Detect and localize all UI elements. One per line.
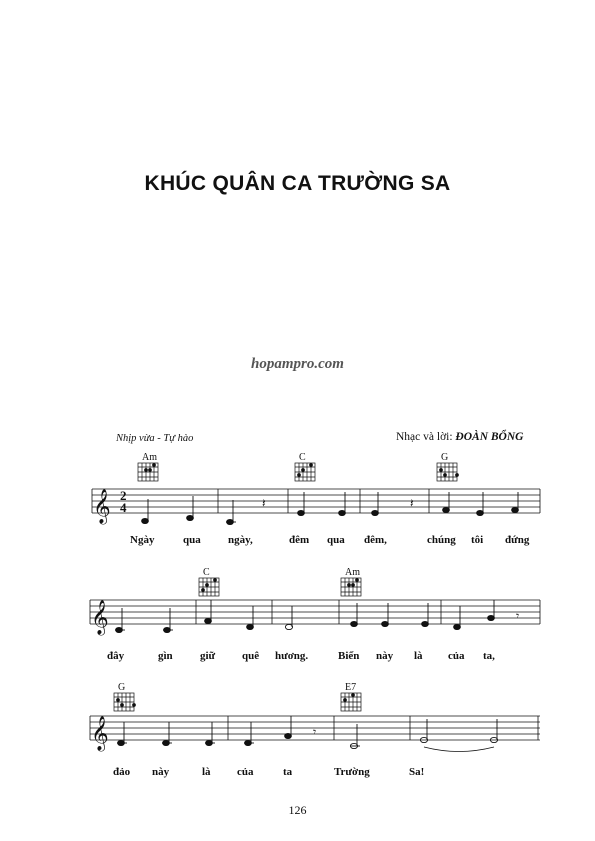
lyric-word: gìn: [158, 650, 173, 662]
chord-diagram-g-2: [114, 693, 136, 711]
lyric-word: ta: [283, 766, 293, 778]
chord-am-2: Am: [345, 567, 360, 578]
notes-staff-3: [117, 716, 498, 749]
lyric-word: Trường: [334, 766, 370, 778]
lyric-word: quê: [242, 650, 260, 662]
chord-e7: E7: [345, 682, 357, 693]
lyric-word: hương.: [275, 650, 309, 662]
lyric-word: là: [414, 650, 423, 662]
lyric-word: đêm: [289, 534, 310, 546]
chord-diagram-c-2: [199, 578, 219, 596]
chord-c-2: C: [203, 567, 210, 578]
chord-diagram-am-1: [138, 463, 158, 481]
chord-g-1: G: [441, 452, 449, 463]
song-title: KHÚC QUÂN CA TRƯỜNG SA: [144, 172, 451, 195]
chord-diagram-e7: [341, 693, 361, 711]
chord-diagram-am-2: [341, 578, 361, 596]
lyric-word: qua: [183, 534, 201, 546]
chord-c-1: C: [299, 452, 306, 463]
lyric-word: qua: [327, 534, 345, 546]
lyric-word: đứng: [505, 534, 530, 546]
notes-staff-1: [142, 492, 519, 525]
tie-icon: [424, 747, 494, 752]
rest-icon: 𝄽: [410, 496, 414, 510]
lyric-word: đây: [107, 650, 125, 662]
lyric-word: Biển: [338, 650, 360, 662]
chord-diagrams: [114, 463, 459, 711]
lyric-word: của: [237, 766, 254, 778]
notes-staff-2: [115, 600, 494, 633]
lyric-word: chúng: [427, 534, 456, 546]
tempo-marking: Nhịp vừa - Tự hào: [116, 433, 194, 444]
lyric-word: đêm,: [364, 534, 387, 546]
chord-g-2: G: [118, 682, 126, 693]
staff-2: [90, 600, 540, 624]
lyric-word: này: [376, 650, 394, 662]
lyric-word: đảo: [113, 766, 131, 778]
rest-icon: 𝄽: [262, 496, 266, 510]
chord-diagram-c-1: [295, 463, 315, 481]
staff-1: [92, 489, 540, 513]
lyric-word: ta,: [483, 650, 495, 662]
credit-prefix: Nhạc và lời:: [396, 431, 453, 443]
rest-icon: 𝄾: [516, 609, 520, 623]
time-signature-bottom: 4: [120, 500, 127, 515]
chord-am-1: Am: [142, 452, 157, 463]
treble-clef-icon: 𝄞: [91, 716, 109, 751]
lyric-word: là: [202, 766, 211, 778]
lyric-word: Ngày: [130, 534, 155, 546]
lyric-word: này: [152, 766, 170, 778]
watermark: hopampro.com: [251, 356, 344, 372]
rest-icon: 𝄾: [313, 725, 317, 739]
lyric-word: giữ: [200, 650, 216, 662]
lyric-word: tôi: [471, 534, 484, 546]
time-signature-top: 2: [120, 488, 127, 503]
treble-clef-icon: 𝄞: [93, 489, 111, 524]
treble-clef-icon: 𝄞: [91, 600, 109, 635]
composer-name: ĐOÀN BỔNG: [455, 431, 524, 443]
lyric-word: Sa!: [409, 766, 425, 778]
chord-diagram-g-1: [437, 463, 459, 481]
lyric-word: của: [448, 650, 465, 662]
lyric-word: ngày,: [228, 534, 253, 546]
page-number: 126: [288, 803, 307, 817]
